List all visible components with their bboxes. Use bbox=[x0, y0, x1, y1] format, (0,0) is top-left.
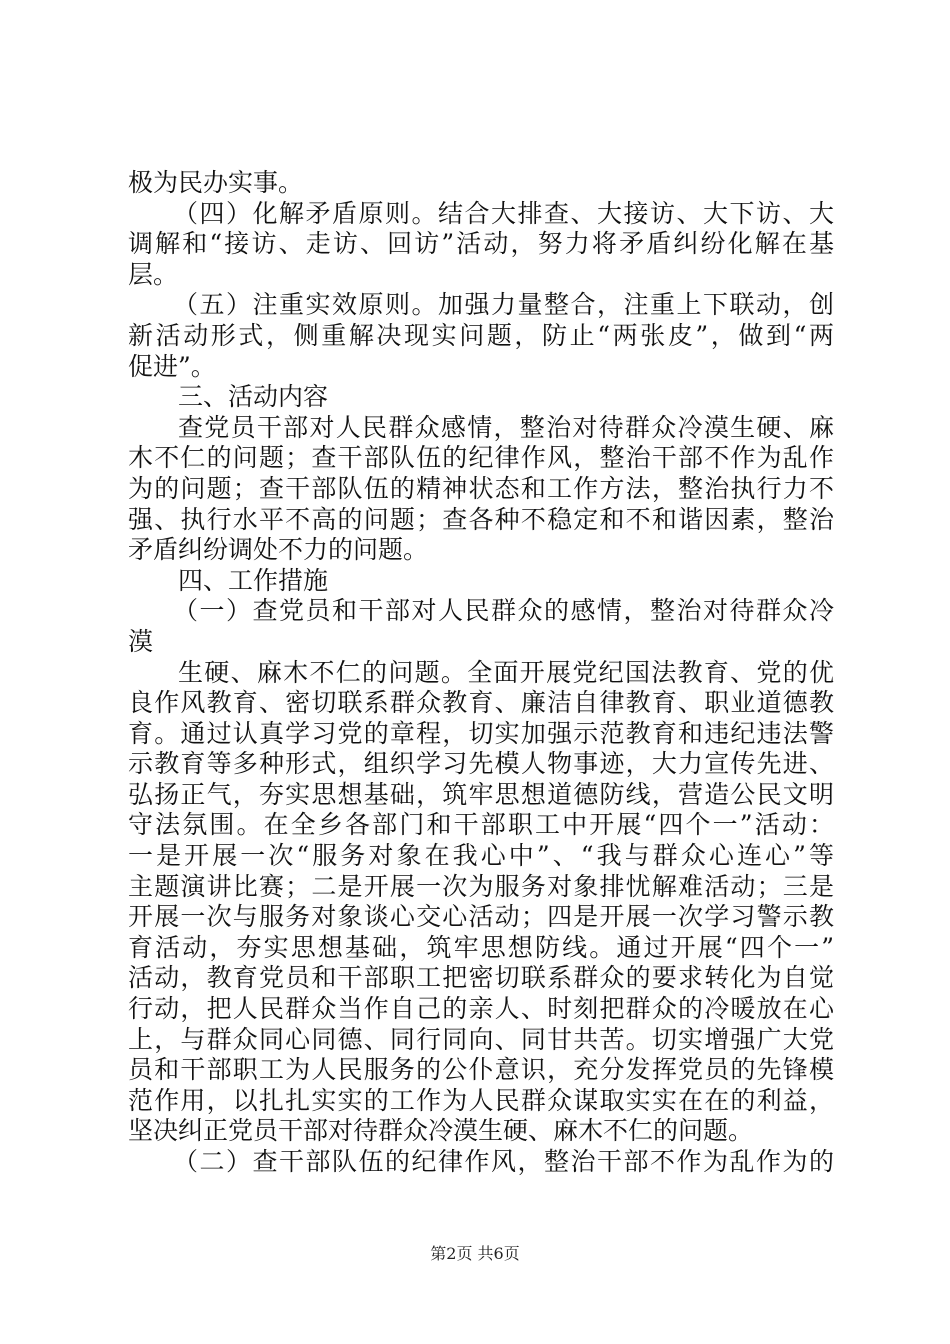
text-line: 育。通过认真学习党的章程，切实加强示范教育和违纪违法警 bbox=[128, 718, 834, 748]
text-line: 弘扬正气，夯实思想基础，筑牢思想道德防线，营造公民文明 bbox=[128, 779, 834, 809]
text-line: 木不仁的问题；查干部队伍的纪律作风，整治干部不作为乱作 bbox=[128, 443, 834, 473]
text-line: 坚决纠正党员干部对待群众冷漠生硬、麻木不仁的问题。 bbox=[128, 1116, 754, 1146]
text-line: 守法氛围。在全乡各部门和干部职工中开展“四个一”活动： bbox=[128, 810, 834, 840]
text-line: 矛盾纠纷调处不力的问题。 bbox=[128, 535, 429, 565]
text-line: 新活动形式，侧重解决现实问题，防止“两张皮”，做到“两 bbox=[128, 320, 834, 350]
text-line: 四、工作措施 bbox=[178, 565, 329, 595]
document-body bbox=[128, 168, 834, 1178]
text-line: 极为民办实事。 bbox=[128, 168, 304, 197]
page-footer: 第2页 共6页 bbox=[430, 1244, 520, 1263]
text-line: 生硬、麻木不仁的问题。全面开展党纪国法教育、党的优 bbox=[178, 657, 834, 687]
text-line: 三、活动内容 bbox=[178, 382, 329, 412]
text-line: 示教育等多种形式，组织学习先模人物事迹，大力宣传先进、 bbox=[128, 749, 834, 779]
text-line: 漠 bbox=[128, 626, 154, 656]
text-line: 强、执行水平不高的问题；查各种不稳定和不和谐因素，整治 bbox=[128, 504, 834, 534]
text-line: 行动，把人民群众当作自己的亲人、时刻把群众的冷暖放在心 bbox=[128, 994, 834, 1024]
text-line: （五）注重实效原则。加强力量整合，注重上下联动，创 bbox=[173, 290, 834, 320]
text-line: 为的问题；查干部队伍的精神状态和工作方法，整治执行力不 bbox=[128, 473, 834, 503]
text-line: 育活动，夯实思想基础，筑牢思想防线。通过开展“四个一” bbox=[128, 932, 834, 962]
text-line: 查党员干部对人民群众感情，整治对待群众冷漠生硬、麻 bbox=[178, 412, 834, 442]
text-line: 促进”。 bbox=[128, 351, 216, 381]
text-line: 层。 bbox=[128, 259, 179, 289]
text-line: （一）查党员和干部对人民群众的感情，整治对待群众冷 bbox=[173, 596, 834, 626]
text-line: 活动，教育党员和干部职工把密切联系群众的要求转化为自觉 bbox=[128, 963, 834, 993]
text-line: 范作用，以扎扎实实的工作为人民群众谋取实实在在的利益， bbox=[128, 1085, 834, 1115]
text-line: 开展一次与服务对象谈心交心活动；四是开展一次学习警示教 bbox=[128, 902, 834, 932]
text-line: 良作风教育、密切联系群众教育、廉洁自律教育、职业道德教 bbox=[128, 688, 834, 718]
text-line: 上，与群众同心同德、同行同向、同甘共苦。切实增强广大党 bbox=[128, 1024, 834, 1054]
text-line: 员和干部职工为人民服务的公仆意识，充分发挥党员的先锋模 bbox=[128, 1055, 834, 1085]
text-line: （四）化解矛盾原则。结合大排查、大接访、大下访、大 bbox=[173, 198, 834, 228]
text-line: 一是开展一次“服务对象在我心中”、“我与群众心连心”等 bbox=[128, 841, 834, 871]
text-line: （二）查干部队伍的纪律作风，整治干部不作为乱作为的 bbox=[173, 1147, 834, 1176]
text-line: 调解和“接访、走访、回访”活动，努力将矛盾纠纷化解在基 bbox=[128, 229, 834, 259]
text-line: 主题演讲比赛；二是开展一次为服务对象排忧解难活动；三是 bbox=[128, 871, 834, 901]
